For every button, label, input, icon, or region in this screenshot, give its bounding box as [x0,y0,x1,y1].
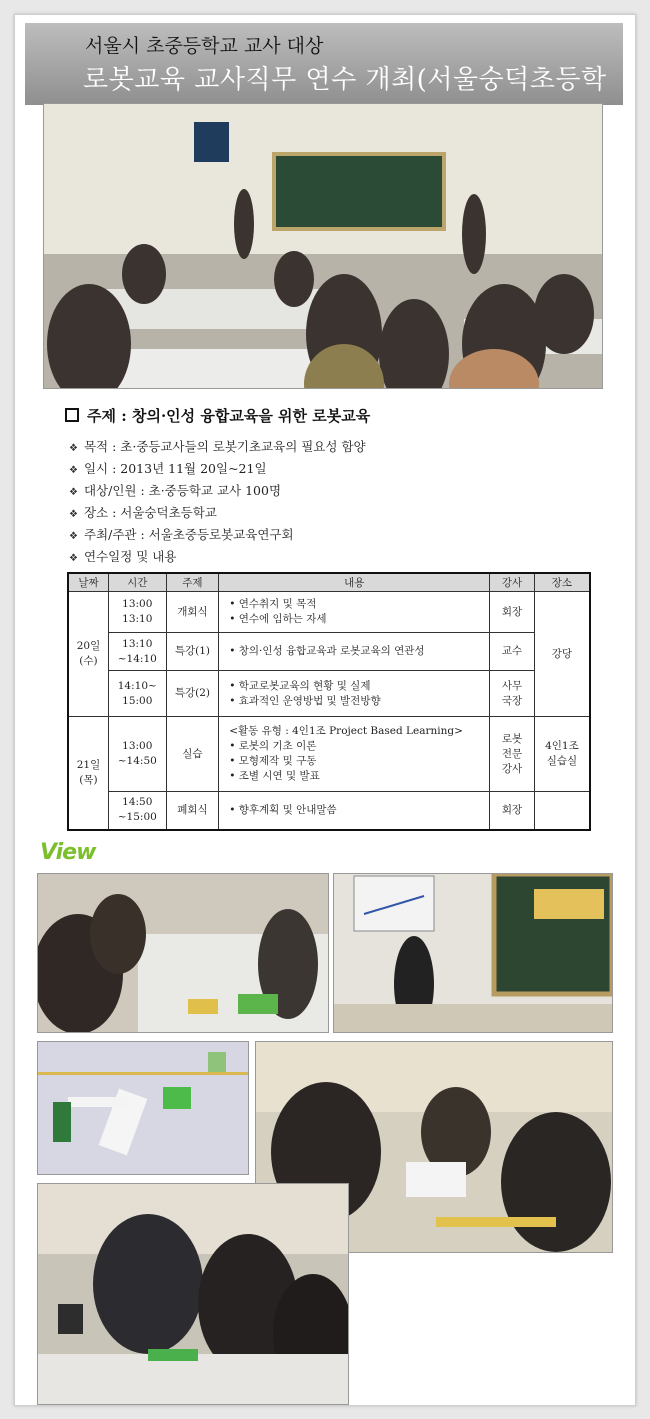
main-classroom-photo [43,103,603,389]
cell-topic: 실습 [166,717,219,792]
table-row [68,671,590,717]
detail-item: ❖ 장소 : 서울숭덕초등학교 [69,505,217,520]
diamond-bullet-icon: ❖ [69,465,78,476]
checkbox-square-icon [65,408,79,422]
cell-lecturer: 교수 [490,633,535,671]
gallery-photo-5 [37,1183,349,1405]
table-header-row [68,573,590,592]
header-place: 장소 [534,573,590,592]
page-frame [14,14,636,1406]
diamond-bullet-icon: ❖ [69,443,78,454]
diamond-bullet-icon: ❖ [69,531,78,542]
cell-place1: 강당 [534,592,590,717]
detail-item: ❖ 주최/주관 : 서울초중등로봇교육연구회 [69,527,294,542]
cell-lecturer: 회장 [490,592,535,633]
header-topic: 주제 [166,573,219,592]
cell-place-empty [534,792,590,830]
header-banner [25,23,623,105]
details-list [69,436,366,568]
cell-topic: 폐회식 [166,792,219,830]
gallery-photo-1 [37,873,329,1033]
diamond-bullet-icon: ❖ [69,487,78,498]
table-row [68,792,590,830]
cell-time: 13:10 ~14:10 [108,633,166,671]
detail-item: ❖ 일시 : 2013년 11월 20일~21일 [69,461,267,476]
cell-content: • 향후계획 및 안내말씀 [219,792,490,830]
detail-item: ❖ 목적 : 초·중등교사들의 로봇기초교육의 필요성 함양 [69,439,366,454]
table-row [68,633,590,671]
diamond-bullet-icon: ❖ [69,509,78,520]
cell-topic: 특강(1) [166,633,219,671]
header-subtitle: 서울시 초중등학교 교사 대상 [85,35,324,57]
cell-lecturer: 회장 [490,792,535,830]
gallery-photo-3 [37,1041,249,1175]
table-row [68,592,590,633]
cell-time: 14:50 ~15:00 [108,792,166,830]
cell-time: 13:00 13:10 [108,592,166,633]
table-row [68,717,590,792]
schedule-table [67,572,591,831]
cell-topic: 개회식 [166,592,219,633]
detail-item: ❖ 연수일정 및 내용 [69,549,177,564]
header-lecturer: 강사 [490,573,535,592]
cell-time: 14:10~ 15:00 [108,671,166,717]
cell-day2: 21일 (목) [68,717,108,830]
cell-lecturer: 사무 국장 [490,671,535,717]
cell-content: • 연수취지 및 목적 • 연수에 임하는 자세 [219,592,490,633]
topic-label: 주제 : 창의·인성 융합교육을 위한 로봇교육 [87,407,371,425]
cell-day1: 20일 (수) [68,592,108,717]
cell-content: <활동 유형 : 4인1조 Project Based Learning> • 로봇의 기초 이론 • 모형제작 및 구동 • 조별 시연 및 발표 [219,717,490,792]
header-content: 내용 [219,573,490,592]
cell-topic: 특강(2) [166,671,219,717]
cell-place2: 4인1조 실습실 [534,717,590,792]
cell-content: • 학교로봇교육의 현황 및 실제 • 효과적인 운영방법 및 발전방향 [219,671,490,717]
header-title: 로봇교육 교사직무 연수 개최(서울숭덕초등학 [83,65,607,95]
gallery-photo-2 [333,873,613,1033]
cell-lecturer: 로봇 전문 강사 [490,717,535,792]
view-label: View [40,840,96,865]
diamond-bullet-icon: ❖ [69,553,78,564]
cell-time: 13:00 ~14:50 [108,717,166,792]
detail-item: ❖ 대상/인원 : 초·중등학교 교사 100명 [69,483,282,498]
header-date: 날짜 [68,573,108,592]
topic-heading [65,405,370,426]
header-time: 시간 [108,573,166,592]
cell-content: • 창의·인성 융합교육과 로봇교육의 연관성 [219,633,490,671]
